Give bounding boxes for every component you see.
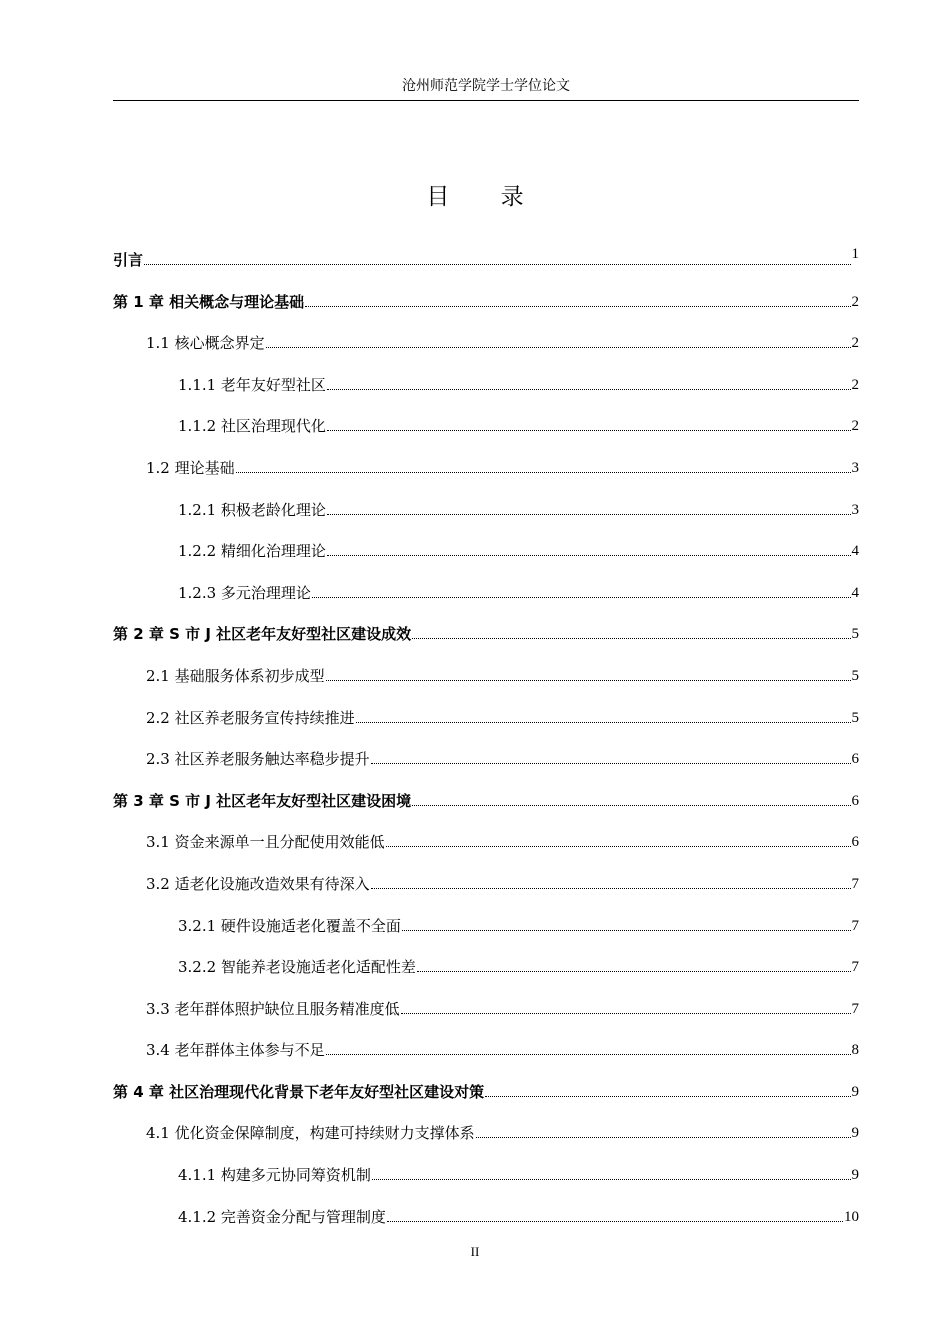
toc-entry-page: 3 bbox=[851, 501, 859, 518]
toc-entry-page: 9 bbox=[851, 1167, 859, 1184]
toc-entry-label: 2.3 社区养老服务触达率稳步提升 bbox=[146, 750, 370, 769]
toc-entry-label: 引言 bbox=[113, 251, 144, 269]
dot-leader bbox=[402, 930, 851, 931]
dot-leader bbox=[236, 472, 851, 473]
toc-entry[interactable] bbox=[113, 688, 859, 730]
toc-entry[interactable] bbox=[113, 1062, 859, 1104]
toc-entry-page: 9 bbox=[851, 1125, 859, 1142]
toc-entry[interactable] bbox=[113, 938, 859, 980]
toc-entry-label: 1.2 理论基础 bbox=[146, 458, 235, 477]
dot-leader bbox=[356, 722, 851, 723]
toc-entry[interactable] bbox=[113, 854, 859, 896]
running-header: 沧州师范学院学士学位论文 bbox=[402, 78, 570, 94]
toc-entry-label: 4.1.2 完善资金分配与管理制度 bbox=[178, 1207, 386, 1226]
toc-entry[interactable] bbox=[113, 605, 859, 647]
toc-title: 目 录 bbox=[426, 184, 546, 210]
toc-entry-label: 1.2.3 多元治理理论 bbox=[178, 583, 311, 602]
toc-entry-page: 2 bbox=[851, 335, 859, 352]
toc-entry[interactable] bbox=[113, 1145, 859, 1187]
dot-leader bbox=[327, 555, 851, 556]
toc-entry[interactable] bbox=[113, 979, 859, 1021]
toc-entry[interactable] bbox=[113, 248, 859, 272]
dot-leader bbox=[387, 1221, 843, 1222]
toc-entry[interactable] bbox=[113, 1104, 859, 1146]
toc-entry-page: 6 bbox=[851, 751, 859, 768]
toc-entry-label: 3.4 老年群体主体参与不足 bbox=[146, 1041, 325, 1060]
dot-leader bbox=[327, 389, 851, 390]
toc-entry-page: 7 bbox=[851, 917, 859, 934]
toc-entry[interactable] bbox=[113, 730, 859, 772]
toc-entry-label: 3.2 适老化设施改造效果有待深入 bbox=[146, 874, 370, 893]
page-number: II bbox=[470, 1244, 480, 1259]
dot-leader bbox=[326, 680, 851, 681]
toc-entry-label: 第 2 章 S 市 J 社区老年友好型社区建设成效 bbox=[113, 625, 412, 644]
dot-leader bbox=[312, 597, 851, 598]
dot-leader bbox=[386, 846, 851, 847]
toc-entry[interactable] bbox=[113, 1187, 859, 1229]
toc-entry-label: 1.1.2 社区治理现代化 bbox=[178, 417, 326, 436]
toc-entry[interactable] bbox=[113, 314, 859, 356]
toc-entry-label: 第 1 章 相关概念与理论基础 bbox=[113, 292, 305, 311]
toc-entry-label: 3.2.1 硬件设施适老化覆盖不全面 bbox=[178, 916, 401, 935]
toc-entry-label: 1.2.2 精细化治理理论 bbox=[178, 542, 326, 561]
toc-entry[interactable] bbox=[113, 771, 859, 813]
dot-leader bbox=[327, 514, 851, 515]
toc-entry-label: 1.1.1 老年友好型社区 bbox=[178, 375, 326, 394]
dot-leader bbox=[327, 430, 851, 431]
toc-entry-page: 1 bbox=[851, 246, 859, 262]
toc-entry[interactable] bbox=[113, 397, 859, 439]
toc-entry-page: 8 bbox=[851, 1042, 859, 1059]
dot-leader bbox=[401, 1013, 851, 1014]
dot-leader bbox=[412, 638, 850, 639]
toc-entry[interactable] bbox=[113, 272, 859, 314]
toc-entry-page: 3 bbox=[851, 459, 859, 476]
toc-entry[interactable] bbox=[113, 813, 859, 855]
toc-entry[interactable] bbox=[113, 1021, 859, 1063]
toc-entry[interactable] bbox=[113, 563, 859, 605]
dot-leader bbox=[266, 347, 851, 348]
toc-entry-page: 6 bbox=[851, 792, 859, 809]
toc-entry-label: 4.1 优化资金保障制度，构建可持续财力支撑体系 bbox=[146, 1124, 475, 1143]
dot-leader bbox=[371, 888, 851, 889]
toc-entry[interactable] bbox=[113, 438, 859, 480]
toc-entry-page: 4 bbox=[851, 584, 859, 601]
toc-entry[interactable] bbox=[113, 896, 859, 938]
dot-leader bbox=[485, 1096, 850, 1097]
toc-entry-page: 7 bbox=[851, 1000, 859, 1017]
toc-entry[interactable] bbox=[113, 480, 859, 522]
toc-entry-page: 5 bbox=[851, 709, 859, 726]
toc-entry-page: 4 bbox=[851, 543, 859, 560]
table-of-contents bbox=[113, 248, 859, 1229]
toc-entry-page: 6 bbox=[851, 834, 859, 851]
toc-entry-page: 7 bbox=[851, 875, 859, 892]
toc-entry-page: 5 bbox=[851, 626, 859, 643]
toc-entry-label: 3.1 资金来源单一且分配使用效能低 bbox=[146, 833, 385, 852]
toc-entry-label: 3.3 老年群体照护缺位且服务精准度低 bbox=[146, 999, 400, 1018]
toc-entry-label: 2.1 基础服务体系初步成型 bbox=[146, 666, 325, 685]
dot-leader bbox=[371, 763, 851, 764]
toc-entry[interactable] bbox=[113, 522, 859, 564]
toc-entry-page: 5 bbox=[851, 667, 859, 684]
dot-leader bbox=[305, 306, 850, 307]
toc-entry-page: 2 bbox=[851, 376, 859, 393]
header-rule bbox=[113, 100, 859, 101]
toc-entry-label: 第 4 章 社区治理现代化背景下老年友好型社区建设对策 bbox=[113, 1082, 485, 1101]
toc-entry-page: 2 bbox=[851, 418, 859, 435]
dot-leader bbox=[412, 805, 850, 806]
toc-entry-page: 2 bbox=[851, 293, 859, 310]
toc-entry[interactable] bbox=[113, 646, 859, 688]
toc-entry-page: 7 bbox=[851, 959, 859, 976]
toc-entry[interactable] bbox=[113, 355, 859, 397]
dot-leader bbox=[372, 1179, 851, 1180]
dot-leader bbox=[476, 1137, 851, 1138]
dot-leader bbox=[144, 264, 850, 265]
toc-entry-label: 2.2 社区养老服务宣传持续推进 bbox=[146, 708, 355, 727]
toc-entry-page: 10 bbox=[844, 1208, 859, 1225]
toc-entry-label: 1.2.1 积极老龄化理论 bbox=[178, 500, 326, 519]
toc-entry-label: 4.1.1 构建多元协同筹资机制 bbox=[178, 1166, 371, 1185]
dot-leader bbox=[326, 1054, 851, 1055]
toc-entry-label: 3.2.2 智能养老设施适老化适配性差 bbox=[178, 958, 416, 977]
dot-leader bbox=[417, 971, 851, 972]
toc-entry-page: 9 bbox=[851, 1083, 859, 1100]
toc-entry-label: 1.1 核心概念界定 bbox=[146, 334, 265, 353]
toc-entry-label: 第 3 章 S 市 J 社区老年友好型社区建设困境 bbox=[113, 791, 412, 810]
